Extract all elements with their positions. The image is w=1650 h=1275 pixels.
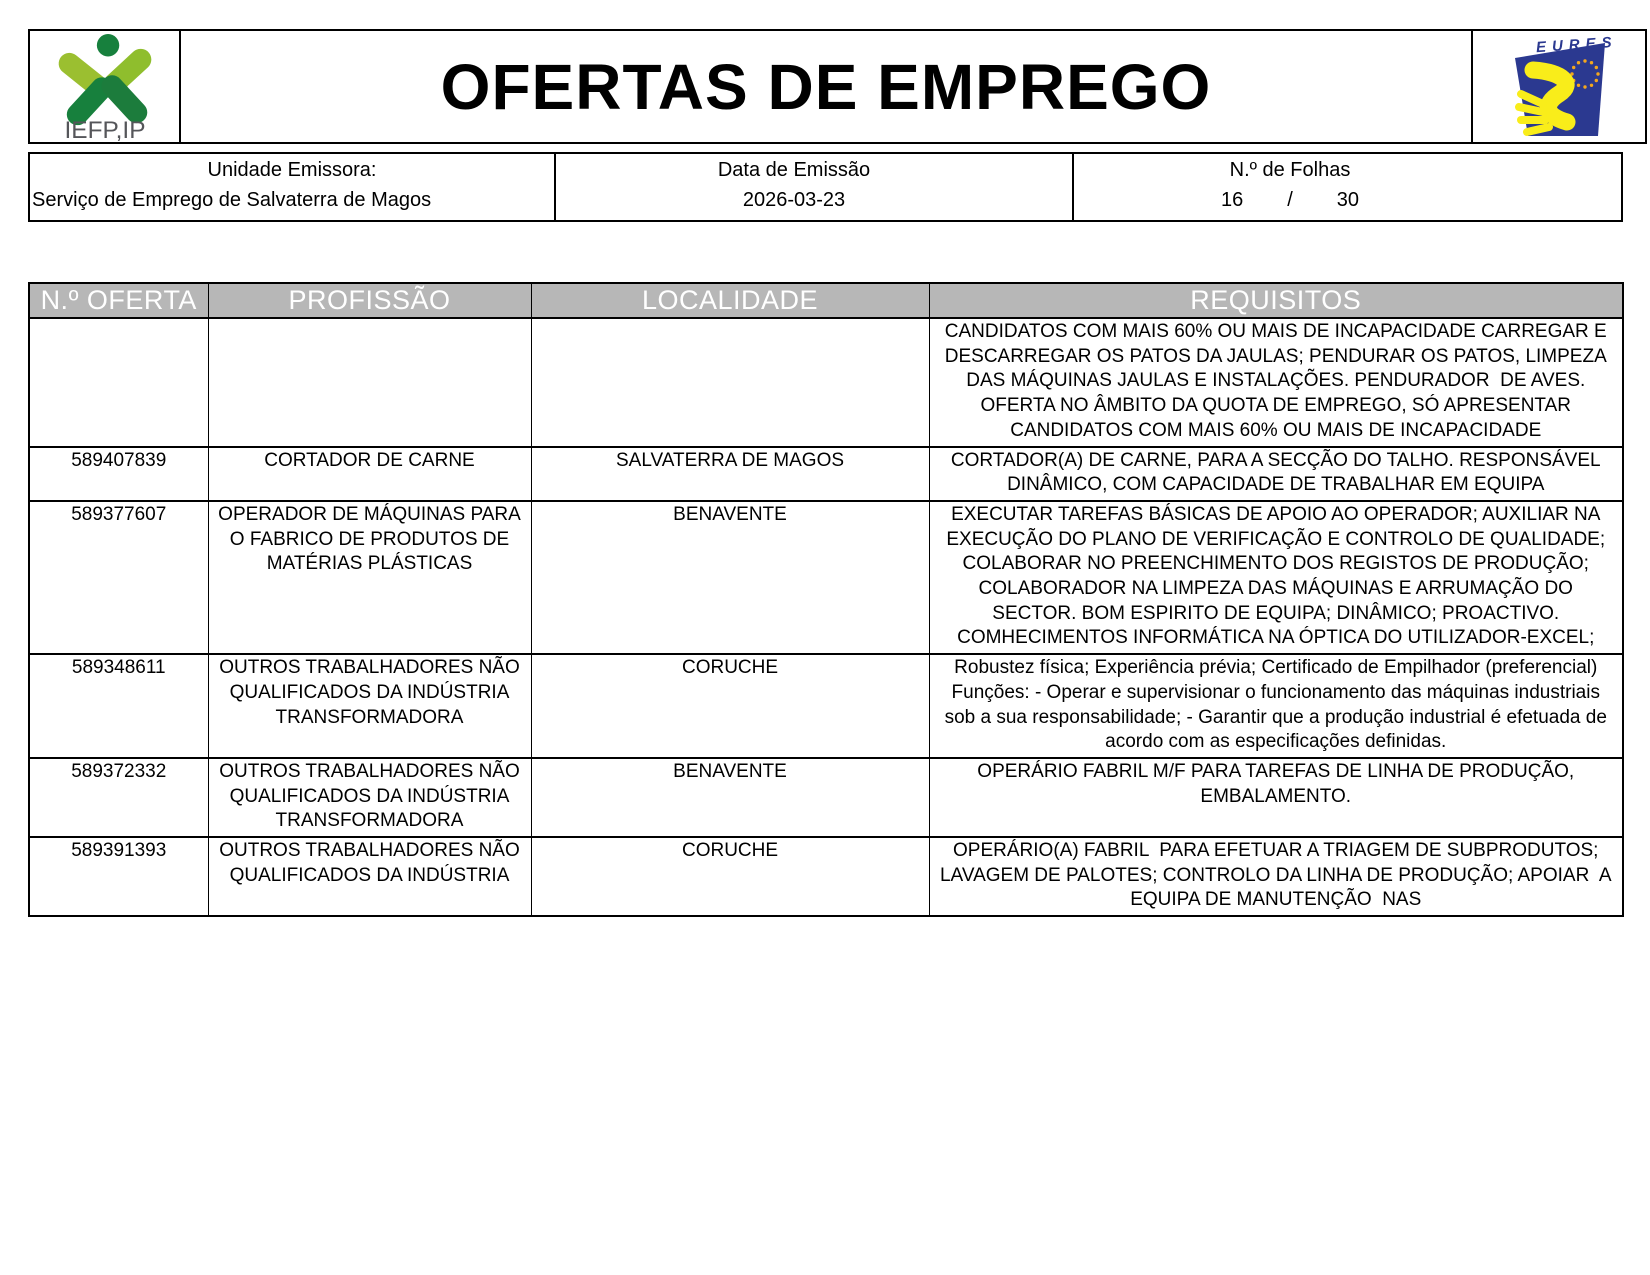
cell-oferta xyxy=(29,318,208,447)
cell-localidade: SALVATERRA DE MAGOS xyxy=(531,447,929,501)
eures-logo xyxy=(1471,31,1645,142)
iefp-logo-icon xyxy=(49,33,161,141)
cell-localidade: BENAVENTE xyxy=(531,758,929,837)
table-header-row xyxy=(29,283,1623,318)
cell-oferta: 589372332 xyxy=(29,758,208,837)
cell-requisitos: CANDIDATOS COM MAIS 60% OU MAIS DE INCAPACIDADE CARREGAR E DESCARREGAR OS PATOS DA JAULAS; PENDURAR OS PATOS, LIMPEZA DAS MÁQUINAS JAULAS E INSTALAÇÕES. PENDURADOR DE AVES. OFERTA NO ÂMBITO DA QUOTA DE EMPREGO, SÓ APRESENTAR CANDIDATOS COM MAIS 60% OU MAIS DE INCAPACIDADE xyxy=(929,318,1623,447)
cell-requisitos: CORTADOR(A) DE CARNE, PARA A SECÇÃO DO TALHO. RESPONSÁVEL DINÂMICO, COM CAPACIDADE DE TRABALHAR EM EQUIPA xyxy=(929,447,1623,501)
table-row xyxy=(29,318,1623,447)
cell-localidade: BENAVENTE xyxy=(531,501,929,654)
cell-oferta: 589348611 xyxy=(29,654,208,758)
cell-requisitos: EXECUTAR TAREFAS BÁSICAS DE APOIO AO OPERADOR; AUXILIAR NA EXECUÇÃO DO PLANO DE VERIFICAÇÃO E CONTROLO DE QUALIDADE; COLABORAR NO PREENCHIMENTO DOS REGISTOS DE PRODUÇÃO; COLABORADOR NA LIMPEZA DAS MÁQUINAS E ARRUMAÇÃO DO SECTOR. BOM ESPIRITO DE EQUIPA; DINÂMICO; PROACTIVO. COMHECIMENTOS INFORMÁTICA NA ÓPTICA DO UTILIZADOR-EXCEL; xyxy=(929,501,1623,654)
column-header-requisitos: REQUISITOS xyxy=(929,283,1623,318)
svg-text:IEFP,IP: IEFP,IP xyxy=(64,116,145,141)
table-row xyxy=(29,837,1623,916)
table-row xyxy=(29,447,1623,501)
eures-logo-icon xyxy=(1499,34,1619,140)
num-folhas-label: N.º de Folhas xyxy=(1229,159,1351,181)
title-cell xyxy=(181,31,1471,142)
data-emissao-label: Data de Emissão xyxy=(717,159,871,181)
table-row xyxy=(29,501,1623,654)
table-row xyxy=(29,758,1623,837)
column-header-profissao: PROFISSÃO xyxy=(208,283,531,318)
job-table xyxy=(28,282,1624,917)
unidade-emissora-value: Serviço de Emprego de Salvaterra de Magos xyxy=(32,189,432,211)
column-header-oferta: N.º OFERTA xyxy=(29,283,208,318)
meta-cell-unidade-emissora xyxy=(30,154,554,220)
data-emissao-value: 2026-03-23 xyxy=(742,189,846,211)
meta-table xyxy=(28,152,1623,222)
cell-profissao: OUTROS TRABALHADORES NÃO QUALIFICADOS DA INDÚSTRIA TRANSFORMADORA xyxy=(208,654,531,758)
cell-localidade: CORUCHE xyxy=(531,837,929,916)
cell-oferta: 589407839 xyxy=(29,447,208,501)
cell-oferta: 589391393 xyxy=(29,837,208,916)
cell-profissao: OUTROS TRABALHADORES NÃO QUALIFICADOS DA INDÚSTRIA xyxy=(208,837,531,916)
table-row xyxy=(29,654,1623,758)
cell-localidade: CORUCHE xyxy=(531,654,929,758)
cell-requisitos: Robustez física; Experiência prévia; Certificado de Empilhador (preferencial) Funções: - Operar e supervisionar o funcionamento das máquinas industriais sob a sua responsabilidade; - Garantir que a produção industrial é efetuada de acordo com as especificações definidas. xyxy=(929,654,1623,758)
folhas-total: 30 xyxy=(1336,189,1360,211)
num-folhas-value xyxy=(1074,187,1506,213)
iefp-logo xyxy=(30,31,181,142)
header-box xyxy=(28,29,1647,144)
cell-profissao: OUTROS TRABALHADORES NÃO QUALIFICADOS DA INDÚSTRIA TRANSFORMADORA xyxy=(208,758,531,837)
meta-cell-data-emissao xyxy=(554,154,1072,220)
folhas-current: 16 xyxy=(1220,189,1244,211)
cell-profissao: OPERADOR DE MÁQUINAS PARA O FABRICO DE PRODUTOS DE MATÉRIAS PLÁSTICAS xyxy=(208,501,531,654)
column-header-localidade: LOCALIDADE xyxy=(531,283,929,318)
page-title: OFERTAS DE EMPREGO xyxy=(440,50,1212,123)
cell-oferta: 589377607 xyxy=(29,501,208,654)
folhas-separator: / xyxy=(1287,189,1293,211)
cell-localidade xyxy=(531,318,929,447)
job-table-body xyxy=(29,318,1623,916)
cell-requisitos: OPERÁRIO(A) FABRIL PARA EFETUAR A TRIAGEM DE SUBPRODUTOS; LAVAGEM DE PALOTES; CONTROLO DA LINHA DE PRODUÇÃO; APOIAR A EQUIPA DE MANUTENÇÃO NAS xyxy=(929,837,1623,916)
meta-cell-num-folhas xyxy=(1072,154,1621,220)
cell-profissao xyxy=(208,318,531,447)
unidade-emissora-label: Unidade Emissora: xyxy=(207,159,377,181)
cell-profissao: CORTADOR DE CARNE xyxy=(208,447,531,501)
svg-text:EURES: EURES xyxy=(1535,33,1619,56)
cell-requisitos: OPERÁRIO FABRIL M/F PARA TAREFAS DE LINHA DE PRODUÇÃO, EMBALAMENTO. xyxy=(929,758,1623,837)
